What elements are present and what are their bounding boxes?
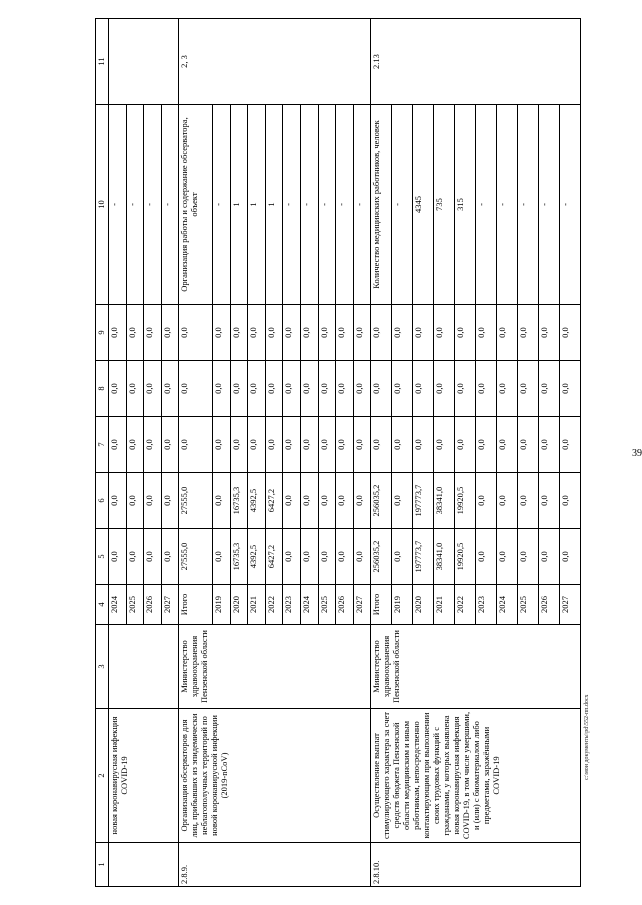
value-cell: 0,0 — [336, 529, 354, 585]
value-cell: 0,0 — [230, 361, 248, 417]
program-table — [95, 18, 581, 887]
value-cell: 0,0 — [144, 529, 162, 585]
indicator-cell: - — [392, 105, 413, 305]
value-cell: 0,0 — [248, 305, 266, 361]
num-cell: 2.8.9. — [179, 843, 371, 887]
value-cell: 0,0 — [517, 361, 538, 417]
value-cell: 0,0 — [230, 305, 248, 361]
value-cell: 27555,0 — [179, 529, 213, 585]
value-cell: 0,0 — [413, 305, 434, 361]
value-cell: 0,0 — [538, 361, 559, 417]
value-cell: 0,0 — [265, 305, 283, 361]
col-header: 1 — [96, 843, 109, 887]
value-cell: 0,0 — [496, 417, 517, 473]
value-cell: 0,0 — [413, 361, 434, 417]
value-cell: 0,0 — [318, 361, 336, 417]
value-cell: 0,0 — [179, 417, 213, 473]
value-cell: 0,0 — [212, 417, 230, 473]
indicator-cell: - — [126, 105, 144, 305]
year-cell: 2027 — [161, 585, 179, 625]
year-cell: Итого — [371, 585, 392, 625]
value-cell: 0,0 — [496, 473, 517, 529]
value-cell: 0,0 — [476, 361, 497, 417]
value-cell: 0,0 — [353, 417, 371, 473]
indicator-cell: - — [476, 105, 497, 305]
value-cell: 0,0 — [248, 417, 266, 473]
value-cell: 0,0 — [109, 305, 127, 361]
value-cell: 0,0 — [300, 361, 318, 417]
table-row — [109, 19, 127, 887]
indicator-cell: - — [161, 105, 179, 305]
value-cell: 0,0 — [126, 529, 144, 585]
value-cell: 0,0 — [559, 361, 580, 417]
rotated-table-wrapper — [95, 19, 581, 887]
value-cell: 0,0 — [559, 529, 580, 585]
value-cell: 0,0 — [517, 305, 538, 361]
value-cell: 0,0 — [265, 417, 283, 473]
value-cell: 0,0 — [434, 305, 455, 361]
value-cell: 16735,3 — [230, 473, 248, 529]
col-header: 3 — [96, 625, 109, 709]
indicator-cell: - — [300, 105, 318, 305]
value-cell: 256035,2 — [371, 529, 392, 585]
executor-cell — [109, 625, 179, 709]
value-cell: 0,0 — [144, 305, 162, 361]
year-cell: 2022 — [265, 585, 283, 625]
value-cell: 6427,2 — [265, 529, 283, 585]
indicator-cell: - — [144, 105, 162, 305]
value-cell: 0,0 — [392, 529, 413, 585]
value-cell: 0,0 — [283, 529, 301, 585]
value-cell: 38341,0 — [434, 529, 455, 585]
activity-name-cell: новая коронавирусная инфекция COVID-19 — [109, 709, 179, 843]
value-cell: 0,0 — [476, 529, 497, 585]
value-cell: 0,0 — [179, 305, 213, 361]
value-cell: 0,0 — [161, 305, 179, 361]
value-cell: 0,0 — [538, 473, 559, 529]
year-cell: 2026 — [336, 585, 354, 625]
value-cell: 0,0 — [248, 361, 266, 417]
value-cell: 256035,2 — [371, 473, 392, 529]
value-cell: 0,0 — [212, 473, 230, 529]
value-cell: 0,0 — [476, 305, 497, 361]
value-cell: 0,0 — [538, 305, 559, 361]
value-cell: 19920,5 — [455, 529, 476, 585]
value-cell: 0,0 — [559, 305, 580, 361]
value-cell: 0,0 — [353, 529, 371, 585]
year-cell: 2026 — [144, 585, 162, 625]
year-cell: 2024 — [300, 585, 318, 625]
value-cell: 0,0 — [538, 529, 559, 585]
year-cell: 2021 — [248, 585, 266, 625]
col-header: 6 — [96, 473, 109, 529]
indicator-cell: 315 — [455, 105, 476, 305]
col-header: 2 — [96, 709, 109, 843]
value-cell: 0,0 — [353, 361, 371, 417]
year-cell: 2025 — [318, 585, 336, 625]
value-cell: 0,0 — [265, 361, 283, 417]
value-cell: 27555,0 — [179, 473, 213, 529]
value-cell: 0,0 — [336, 305, 354, 361]
value-cell: 0,0 — [126, 473, 144, 529]
value-cell: 0,0 — [336, 417, 354, 473]
value-cell: 0,0 — [496, 305, 517, 361]
value-cell: 0,0 — [318, 305, 336, 361]
value-cell: 0,0 — [371, 305, 392, 361]
indicator-cell: - — [109, 105, 127, 305]
value-cell: 0,0 — [126, 305, 144, 361]
value-cell: 0,0 — [392, 305, 413, 361]
value-cell: 6427,2 — [265, 473, 283, 529]
col-header: 11 — [96, 19, 109, 105]
page-number: 39 — [632, 448, 642, 459]
table-row — [179, 19, 213, 887]
value-cell: 0,0 — [144, 473, 162, 529]
value-cell: 0,0 — [559, 417, 580, 473]
year-cell: 2023 — [476, 585, 497, 625]
value-cell: 0,0 — [496, 529, 517, 585]
year-cell: 2026 — [538, 585, 559, 625]
value-cell: 0,0 — [371, 361, 392, 417]
value-cell: 0,0 — [283, 305, 301, 361]
value-cell: 0,0 — [161, 529, 179, 585]
indicator-cell: 735 — [434, 105, 455, 305]
value-cell: 0,0 — [109, 417, 127, 473]
value-cell: 0,0 — [300, 417, 318, 473]
value-cell: 0,0 — [179, 361, 213, 417]
value-cell: 4392,5 — [248, 473, 266, 529]
col-header: 10 — [96, 105, 109, 305]
reference-cell: 2, 3 — [179, 19, 371, 105]
year-cell: 2020 — [413, 585, 434, 625]
table-body — [109, 19, 581, 887]
value-cell: 0,0 — [126, 361, 144, 417]
value-cell: 0,0 — [434, 417, 455, 473]
value-cell: 16735,3 — [230, 529, 248, 585]
value-cell: 4392,5 — [248, 529, 266, 585]
indicator-cell: 4345 — [413, 105, 434, 305]
year-cell: 2025 — [517, 585, 538, 625]
value-cell: 0,0 — [212, 305, 230, 361]
value-cell: 0,0 — [517, 417, 538, 473]
value-cell: 0,0 — [300, 473, 318, 529]
col-header: 8 — [96, 361, 109, 417]
indicator-cell: - — [283, 105, 301, 305]
value-cell: 0,0 — [144, 417, 162, 473]
value-cell: 0,0 — [109, 361, 127, 417]
value-cell: 197773,7 — [413, 529, 434, 585]
value-cell: 0,0 — [476, 473, 497, 529]
value-cell: 0,0 — [283, 473, 301, 529]
indicator-cell: - — [517, 105, 538, 305]
indicator-cell: - — [496, 105, 517, 305]
value-cell: 0,0 — [109, 529, 127, 585]
indicator-cell: Организация работы и содержание обсерватора, объект — [179, 105, 213, 305]
value-cell: 0,0 — [283, 361, 301, 417]
activity-name-cell: Организация обсерваторов для лиц, прибывших из эпидемически неблагополучных территорий по новой коронавирусной инфекции (2019-nCoV) — [179, 709, 371, 843]
indicator-cell: - — [336, 105, 354, 305]
value-cell: 0,0 — [392, 417, 413, 473]
col-header: 5 — [96, 529, 109, 585]
value-cell: 0,0 — [109, 473, 127, 529]
value-cell: 0,0 — [126, 417, 144, 473]
indicator-cell: 1 — [248, 105, 266, 305]
value-cell: 0,0 — [336, 361, 354, 417]
value-cell: 0,0 — [318, 529, 336, 585]
year-cell: 2024 — [496, 585, 517, 625]
year-cell: 2024 — [109, 585, 127, 625]
value-cell: 0,0 — [392, 361, 413, 417]
value-cell: 0,0 — [212, 361, 230, 417]
num-cell: 2.8.10. — [371, 843, 581, 887]
table-header — [96, 19, 109, 887]
indicator-cell: - — [318, 105, 336, 305]
value-cell: 38341,0 — [434, 473, 455, 529]
reference-cell: 2.13 — [371, 19, 581, 105]
value-cell: 0,0 — [517, 473, 538, 529]
year-cell: 2019 — [212, 585, 230, 625]
value-cell: 0,0 — [230, 417, 248, 473]
value-cell: 0,0 — [336, 473, 354, 529]
num-cell — [109, 843, 179, 887]
indicator-cell: 1 — [230, 105, 248, 305]
value-cell: 0,0 — [318, 417, 336, 473]
value-cell: 0,0 — [559, 473, 580, 529]
value-cell: 0,0 — [161, 417, 179, 473]
value-cell: 0,0 — [144, 361, 162, 417]
year-cell: 2021 — [434, 585, 455, 625]
year-cell: Итого — [179, 585, 213, 625]
year-cell: 2027 — [559, 585, 580, 625]
year-cell: 2023 — [283, 585, 301, 625]
year-cell: 2019 — [392, 585, 413, 625]
value-cell: 19920,5 — [455, 473, 476, 529]
value-cell: 0,0 — [161, 473, 179, 529]
activity-name-cell: Осуществление выплат стимулирующего характера за счет средств бюджета Пензенской области медицинским и иным работникам, непосредственно контактирующим при выполнении своих трудовых функций с гражданами, у которых выявлена новая коронавирусная инфекция COVID-19, в том числе умершими, и (или) с биоматериалом либо предметами, заражёнными COVID-19 — [371, 709, 581, 843]
executor-cell: Министерство здравоохранения Пензенской области — [179, 625, 371, 709]
value-cell: 0,0 — [392, 473, 413, 529]
footer-path: c:\мои документы\pd\552-пп.docx — [584, 694, 590, 780]
year-cell: 2027 — [353, 585, 371, 625]
value-cell: 0,0 — [353, 473, 371, 529]
year-cell: 2020 — [230, 585, 248, 625]
value-cell: 0,0 — [538, 417, 559, 473]
value-cell: 0,0 — [318, 473, 336, 529]
value-cell: 0,0 — [300, 529, 318, 585]
indicator-cell: - — [559, 105, 580, 305]
value-cell: 0,0 — [161, 361, 179, 417]
year-cell: 2025 — [126, 585, 144, 625]
value-cell: 0,0 — [353, 305, 371, 361]
value-cell: 0,0 — [413, 417, 434, 473]
value-cell: 0,0 — [300, 305, 318, 361]
indicator-cell: - — [212, 105, 230, 305]
value-cell: 0,0 — [476, 417, 497, 473]
value-cell: 0,0 — [496, 361, 517, 417]
value-cell: 0,0 — [371, 417, 392, 473]
table-row — [371, 19, 392, 887]
col-header: 9 — [96, 305, 109, 361]
value-cell: 0,0 — [517, 529, 538, 585]
col-header: 4 — [96, 585, 109, 625]
value-cell: 197773,7 — [413, 473, 434, 529]
col-header: 7 — [96, 417, 109, 473]
value-cell: 0,0 — [283, 417, 301, 473]
indicator-cell: - — [353, 105, 371, 305]
value-cell: 0,0 — [455, 361, 476, 417]
indicator-cell: Количество медицинских работников, человек — [371, 105, 392, 305]
year-cell: 2022 — [455, 585, 476, 625]
value-cell: 0,0 — [434, 361, 455, 417]
value-cell: 0,0 — [455, 417, 476, 473]
value-cell: 0,0 — [212, 529, 230, 585]
reference-cell — [109, 19, 179, 105]
indicator-cell: 1 — [265, 105, 283, 305]
executor-cell: Министерство здравоохранения Пензенской области — [371, 625, 581, 709]
value-cell: 0,0 — [455, 305, 476, 361]
indicator-cell: - — [538, 105, 559, 305]
